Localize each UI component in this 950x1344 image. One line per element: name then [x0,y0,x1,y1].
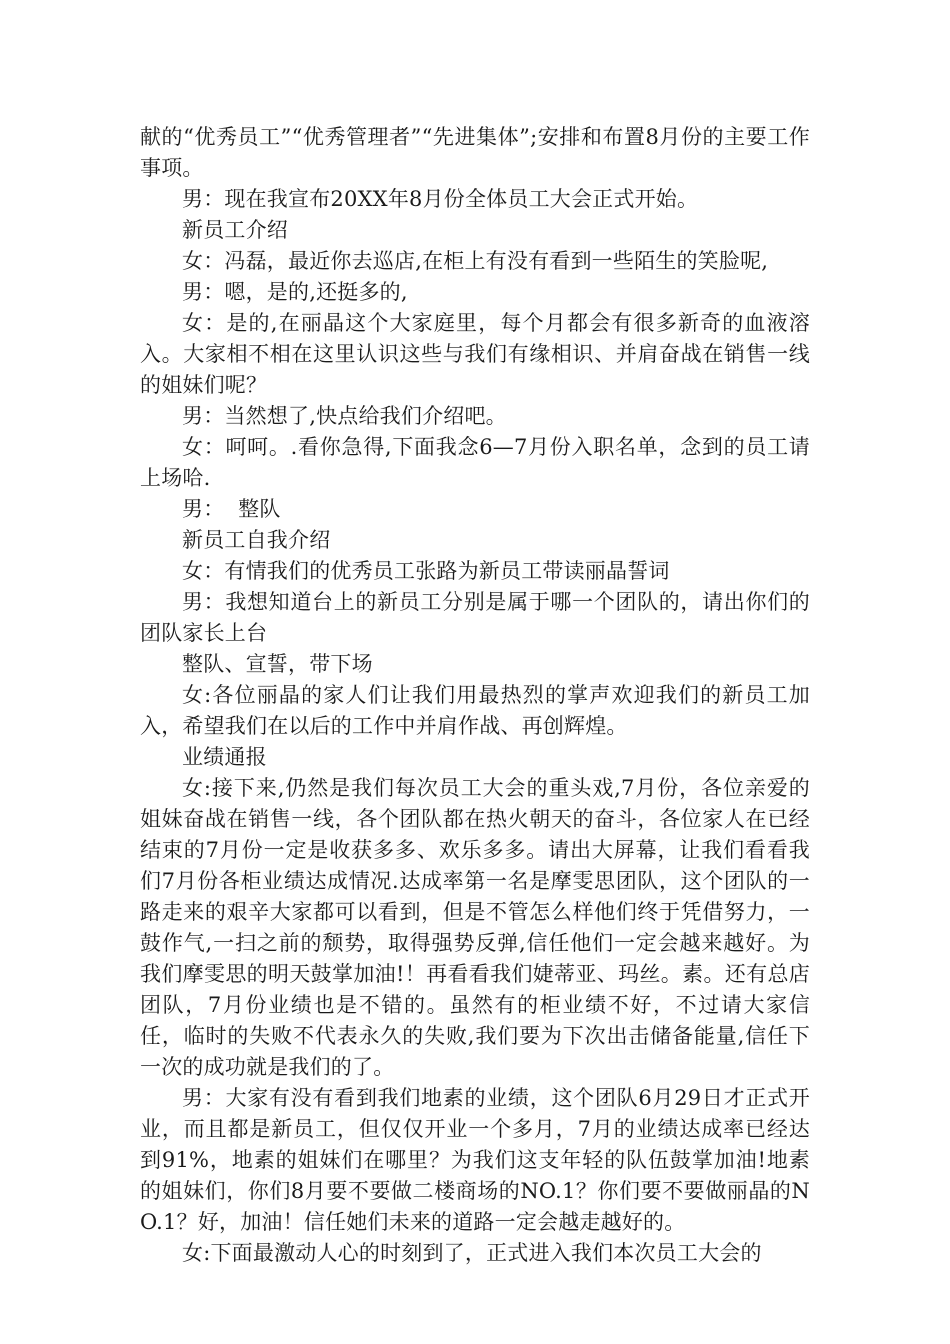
paragraph: 男： 整队 [182,497,281,521]
paragraph: 女：冯磊，最近你去巡店,在柜上有没有看到一些陌生的笑脸呢, [182,249,769,273]
paragraph-continuation: 献的“优秀员工”“优秀管理者”“先进集体”;安排和布置8月份的主要工作事项。 [140,125,810,180]
paragraph: 女：有情我们的优秀员工张路为新员工带读丽晶誓词 [182,559,670,583]
paragraph: 女:下面最激动人心的时刻到了，正式进入我们本次员工大会的 [182,1241,762,1265]
paragraph: 男：当然想了,快点给我们介绍吧。 [182,404,507,428]
paragraph: 女:接下来,仍然是我们每次员工大会的重头戏,7月份，各位亲爱的姐妹奋战在销售一线，各个团队都在热火朝天的奋斗，各位家人在已经结束的7月份一定是收获多多、欢乐多多。请出大屏幕，让我们看看我们7月份各柜业绩达成情况.达成率第一名是摩雯思团队，这个团队的一路走来的艰辛大家都可以看到，但是不管怎么样他们终于凭借努力，一鼓作气,一扫之前的颓势，取得强势反弹,信任他们一定会越来越好。为我们摩雯思的明天鼓掌加油!！再看看我们婕蒂亚、玛丝。素。还有总店团队，7月份业绩也是不错的。虽然有的柜业绩不好，不过请大家信任，临时的失败不代表永久的失败,我们要为下次出击储备能量,信任下一次的成功就是我们的了。 [140,776,810,1079]
section-heading: 业绩通报 [182,745,267,769]
paragraph: 男：大家有没有看到我们地素的业绩，这个团队6月29日才正式开业，而且都是新员工，但仅仅开业一个多月，7月的业绩达成率已经达到91%，地素的姐妹们在哪里？为我们这支年轻的队伍鼓掌加油!地素的姐妹们，你们8月要不要做二楼商场的NO.1？你们要不要做丽晶的NO.1？好，加油！信任她们未来的道路一定会越走越好的。 [140,1086,810,1234]
paragraph: 女:各位丽晶的家人们让我们用最热烈的掌声欢迎我们的新员工加入，希望我们在以后的工作中并肩作战、再创辉煌。 [140,683,810,738]
section-heading: 新员工介绍 [182,218,288,242]
paragraph: 男：现在我宣布20XX年8月份全体员工大会正式开始。 [182,187,699,211]
section-heading: 新员工自我介绍 [182,528,331,552]
document-body [140,122,810,1269]
paragraph: 男：嗯，是的,还挺多的, [182,280,408,304]
paragraph: 女：是的,在丽晶这个大家庭里，每个月都会有很多新奇的血液溶入。大家相不相在这里认识这些与我们有缘相识、并肩奋战在销售一线的姐妹们呢？ [140,311,810,397]
paragraph: 女：呵呵。.看你急得,下面我念6—7月份入职名单，念到的员工请上场哈. [140,435,810,490]
paragraph: 男：我想知道台上的新员工分别是属于哪一个团队的，请出你们的团队家长上台 [140,590,810,645]
paragraph: 整队、宣誓，带下场 [182,652,373,676]
